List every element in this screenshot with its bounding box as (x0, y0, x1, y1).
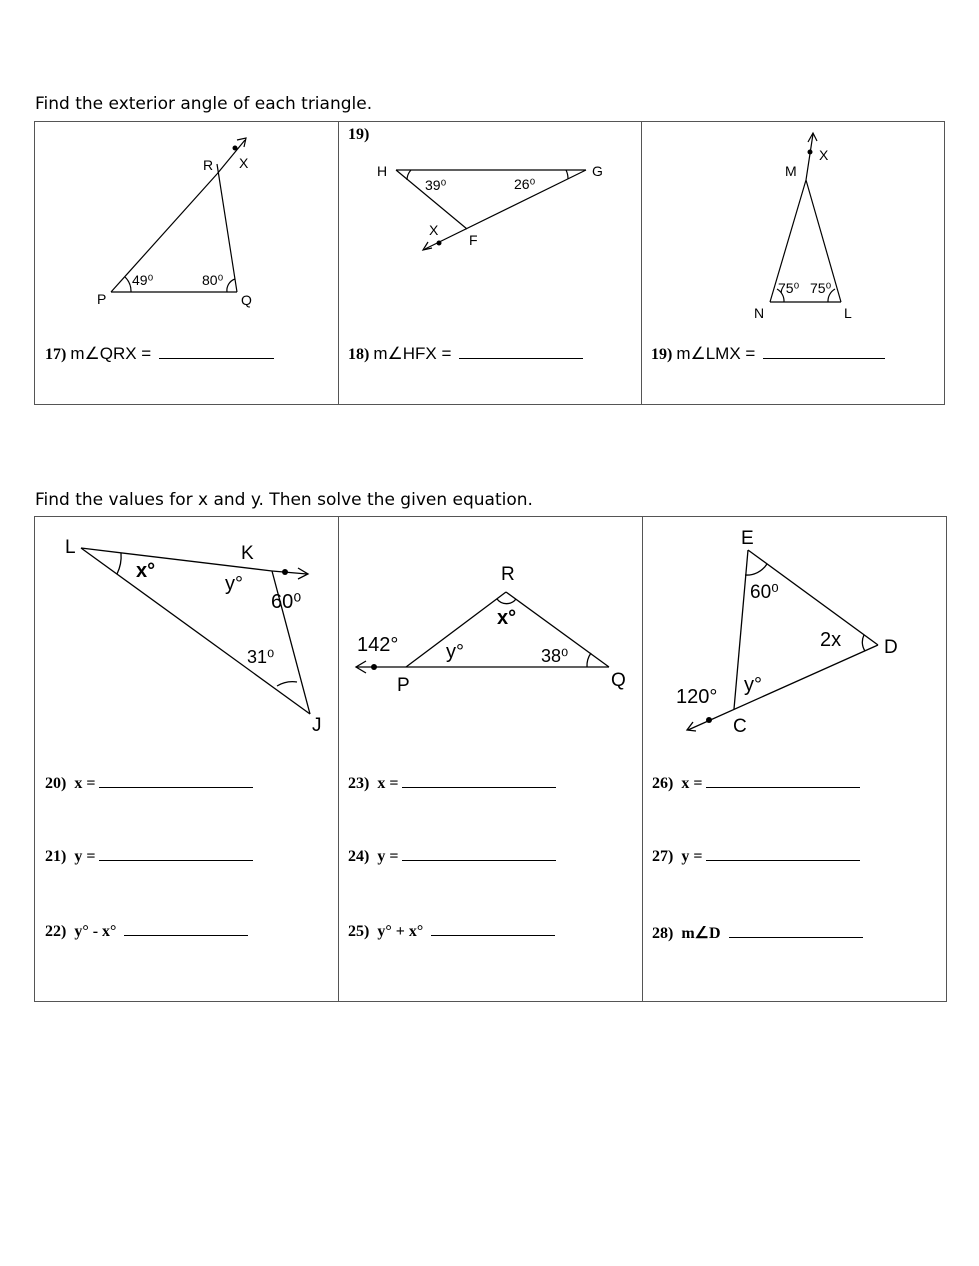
question-27-number: 27) (652, 848, 674, 865)
point-dot (371, 664, 377, 670)
label-l: L (65, 537, 76, 558)
angle-ext: 120° (676, 686, 718, 708)
answer-blank-27[interactable] (706, 860, 860, 861)
corner-label: 19) (348, 126, 370, 143)
label-q: Q (611, 670, 626, 691)
question-21 (45, 848, 253, 866)
label-m: M (785, 163, 797, 179)
label-p: P (397, 675, 410, 696)
question-21-expr: y = (74, 848, 96, 865)
label-k: K (241, 543, 254, 564)
question-19-expr: m∠LMX = (676, 344, 756, 363)
point-dot (282, 569, 288, 575)
question-28-number: 28) (652, 925, 674, 942)
angle-p: 49⁰ (132, 272, 154, 288)
label-x: X (429, 222, 439, 238)
point-x-dot (437, 241, 442, 246)
label-l: L (844, 305, 852, 321)
answer-blank-24[interactable] (402, 860, 556, 861)
answer-blank-17[interactable] (159, 358, 274, 359)
question-24-expr: y = (377, 848, 399, 865)
answer-blank-21[interactable] (99, 860, 253, 861)
question-20-expr: x = (74, 775, 96, 792)
angle-d: 2x (820, 629, 842, 651)
angle-e: 60⁰ (750, 582, 779, 603)
label-r: R (501, 564, 515, 585)
problem-cell-18 (339, 122, 642, 405)
point-x-dot (233, 146, 238, 151)
label-x: X (819, 147, 829, 163)
label-x: X (239, 155, 249, 171)
question-26-number: 26) (652, 775, 674, 792)
angle-n: 75⁰ (778, 280, 800, 296)
angle-h: 39⁰ (425, 177, 447, 193)
angle-ext: 60⁰ (271, 591, 302, 613)
answer-blank-20[interactable] (99, 787, 253, 788)
question-21-number: 21) (45, 848, 67, 865)
question-18 (348, 344, 583, 364)
question-28 (652, 923, 863, 943)
question-18-expr: m∠HFX = (373, 344, 452, 363)
problem-cell-19 (642, 122, 945, 405)
question-19 (651, 344, 885, 364)
question-22 (45, 923, 248, 941)
problem-cell-17 (35, 122, 339, 405)
angle-y: y° (446, 641, 464, 663)
question-27 (652, 848, 860, 866)
answer-blank-26[interactable] (706, 787, 860, 788)
question-20-number: 20) (45, 775, 67, 792)
question-24-number: 24) (348, 848, 370, 865)
label-r: R (203, 157, 214, 173)
question-23 (348, 775, 556, 793)
answer-blank-19[interactable] (763, 358, 885, 359)
angle-l: 75⁰ (810, 280, 832, 296)
angle-q: 80⁰ (202, 272, 224, 288)
label-g: G (592, 163, 603, 179)
question-23-expr: x = (377, 775, 399, 792)
question-17-expr: m∠QRX = (70, 344, 152, 363)
question-25 (348, 923, 555, 941)
question-28-expr: m∠D (681, 925, 721, 942)
problem-cell-20-22 (35, 517, 339, 1002)
label-q: Q (241, 292, 252, 308)
angle-x: x° (136, 560, 156, 582)
question-24 (348, 848, 556, 866)
answer-blank-22[interactable] (124, 935, 248, 936)
angle-y: y° (744, 674, 762, 696)
label-j: J (312, 715, 322, 736)
angle-j: 31⁰ (247, 647, 275, 667)
answer-blank-18[interactable] (459, 358, 583, 359)
label-d: D (884, 637, 898, 658)
answer-blank-23[interactable] (402, 787, 556, 788)
solve-xy-table (34, 516, 947, 1002)
question-20 (45, 775, 253, 793)
question-23-number: 23) (348, 775, 370, 792)
answer-blank-28[interactable] (729, 937, 863, 938)
angle-q: 38⁰ (541, 646, 569, 666)
question-22-expr: y° - x° (74, 923, 117, 940)
label-c: C (733, 716, 747, 737)
label-n: N (754, 305, 765, 321)
question-19-number: 19) (651, 346, 673, 363)
question-26-expr: x = (681, 775, 703, 792)
exterior-angle-table (34, 121, 945, 405)
section2-heading: Find the values for x and y. Then solve the given equation. (35, 490, 533, 510)
point-dot (706, 717, 712, 723)
angle-ext: 142° (357, 634, 399, 656)
question-26 (652, 775, 860, 793)
question-27-expr: y = (681, 848, 703, 865)
question-17 (45, 344, 274, 364)
label-p: P (97, 291, 107, 307)
question-25-number: 25) (348, 923, 370, 940)
label-f: F (469, 232, 478, 248)
angle-g: 26⁰ (514, 176, 536, 192)
angle-x: x° (497, 607, 517, 629)
label-e: E (741, 528, 754, 549)
label-h: H (377, 163, 388, 179)
answer-blank-25[interactable] (431, 935, 555, 936)
angle-y: y° (225, 573, 243, 595)
question-17-number: 17) (45, 346, 67, 363)
question-22-number: 22) (45, 923, 67, 940)
point-x-dot (808, 150, 813, 155)
problem-cell-23-25 (339, 517, 643, 1002)
question-18-number: 18) (348, 346, 370, 363)
question-25-expr: y° + x° (377, 923, 424, 940)
problem-cell-26-28 (643, 517, 947, 1002)
section1-heading: Find the exterior angle of each triangle. (35, 94, 373, 114)
